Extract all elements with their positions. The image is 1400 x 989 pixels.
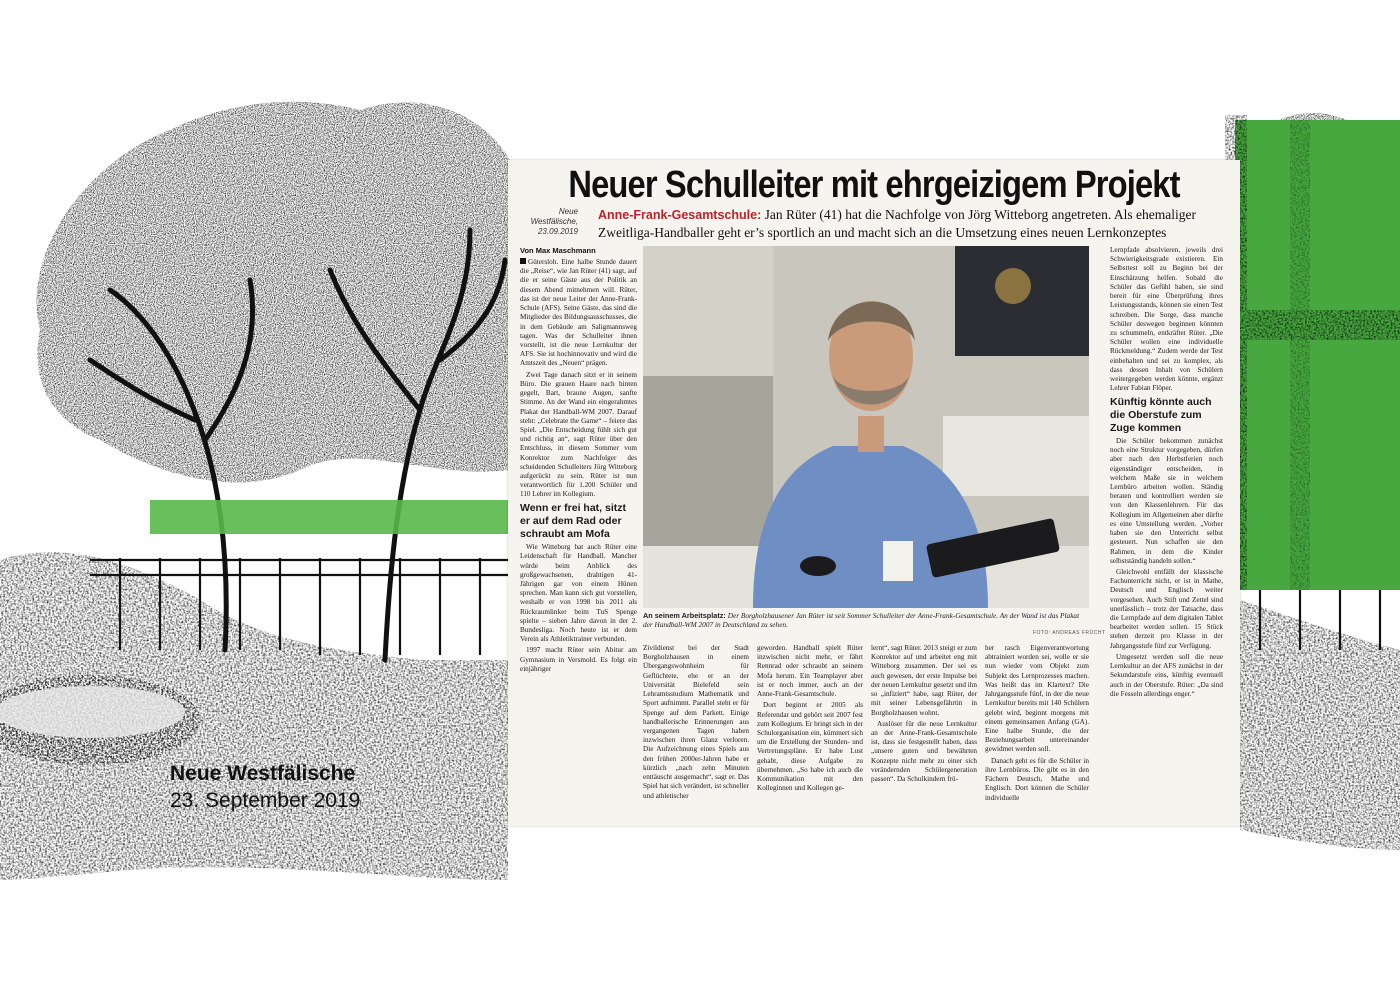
green-strip-left xyxy=(150,500,510,534)
article-headline: Neuer Schulleiter mit ehrgeizigem Projekt xyxy=(568,164,1180,206)
source-caption xyxy=(170,760,360,815)
article-kicker xyxy=(598,206,1228,241)
publication-date: 23. September 2019 xyxy=(170,789,361,813)
paragraph: Lernpfade absolvieren, jeweils drei Schwierigkeitsgrade existieren. Ein Selbsttest soll zu Beginn bei der Einschätzung helfen. Sobald die Schüler das Gefühl haben, sie sind bereit für eine Überprüfung ihres Leistungsstands, können sie einen Test schreiben. Die Sorge, dass manche Schüler deswegen beginnen könnten zu schummeln, entkräftet Rüter. „Die Schüler wollen eine individuelle Rückmeldung.“ Zudem werde der Test einbehalten und sei zu komplex, als dass dessen Inhalt von Schülern weitergegeben werden könnte, ergänzt Lehrer Fabian Flöper. xyxy=(1110,246,1223,393)
article-column-2 xyxy=(643,644,749,803)
article-column-6 xyxy=(1110,246,1223,701)
subheading-2: Künftig könnte auch die Oberstufe zum Zuge kommen xyxy=(1110,395,1212,434)
photo-caption xyxy=(643,611,1089,630)
paragraph: Gütersloh. Eine halbe Stunde dauert die „Reise“, wie Jan Rüter (41) sagt, auf die er seine Gäste aus der Politik an diesem Abend mitnehmen will. Rüter, das ist der neue Leiter der Anne-Frank-Schule (AFS). Seine Gäste, das sind die Mitglieder des Bildungsausschusses, die in dem Gebäude am Saligmannsweg tagen. Was der Schulleiter ihnen vorstellt, ist die neue Lernkultur der AFS. Sie ist hochinnovativ und wird die Amtszeit des „Neuen“ prägen. xyxy=(520,258,637,368)
tree-foliage-left xyxy=(37,102,510,483)
paragraph: geworden. Handball spielt Rüter inzwischen nicht mehr, er fährt Rennrad oder schraubt an seinem Mofa herum. Ein Teamplayer aber ist er noch immer, auch an der Anne-Frank-Gesamtschule. xyxy=(757,644,863,699)
mouse xyxy=(800,556,836,576)
newspaper-clipping xyxy=(508,160,1240,826)
article-column-4 xyxy=(871,644,977,786)
kicker-topic: Anne-Frank-Gesamtschule: xyxy=(598,208,762,222)
newspaper-name: Neue Westfälische xyxy=(170,762,356,785)
paragraph: Zivildienst bei der Stadt Borgholzhausen in einem Übergangswohnheim für Geflüchtete, ehe er an der Universität Bielefeld sein Lehramtsstudium Mathematik und Sport aufnimmt. Parallel steht er für Spenge auf dem Parkett. Einige handballerische Erinnerungen aus vergangenen Tagen haben inzwischen ihren Glanz verloren. Die Aufzeichnung eines Spiels aus den frühen 2000er-Jahren habe er kürzlich „nach zehn Minuten enttäuscht ausgemacht“, sagt er. Das Spiel hat sich verändert, ist schneller und athletischer xyxy=(643,644,749,800)
paragraph: Wie Witteborg hat auch Rüter eine Leidenschaft für Handball. Mancher würde beim Anblick des großgewachsenen, drahtigen 41-Jährigen gar von einem Hünen sprechen. Man kann sich gut vorstellen, weshalb er von 1998 bis 2011 als Rückraumlinker beim TuS Spenge spielte – sieben Jahre davon in der 2. Bundesliga. Noch heute ist er dem Verein als Athletiktrainer verbunden. xyxy=(520,543,637,644)
subheading-1: Wenn er frei hat, sitzt er auf dem Rad oder schraubt am Mofa xyxy=(520,501,626,540)
ground-shrubs-right xyxy=(1240,600,1400,850)
green-building-right xyxy=(1235,120,1400,590)
paragraph: lernt“, sagt Rüter. 2013 steigt er zum Konrektor auf und arbeitet eng mit Witteborg zusammen. Der sei es auch gewesen, der erste Impulse bei der neuen Lernkultur gesetzt und ihn so „infiziert“ habe, sagt Rüter, der mit seiner Lebensgefährtin in Borgholzhausen wohnt. xyxy=(871,644,977,717)
photo-caption-label: An seinem Arbeitsplatz: xyxy=(643,611,726,620)
kicker-text: Jan Rüter (41) hat die Nachfolge von Jörg Witteborg angetreten. Als ehemaliger Zweitliga-Handballer geht er’s sportlich an und macht sich an die Umsetzung eines neuen Lernkonzeptes xyxy=(598,207,1196,240)
byline: Von Max Maschmann xyxy=(520,246,596,255)
article-column-5 xyxy=(985,644,1089,805)
paragraph: her rasch Eigenverantwortung abtrainiert worden sei, wolle er sie nun wieder vom Objekt zum Subjekt des Lernprozesses machen. Was heißt das im Klartext? Die Jahrgangsstufe fünf, in der die neue Lernkultur bereits mit 140 Schülern gelebt wird, beginnt morgens mit einem gemeinsamen Anfang (GA). Eine halbe Stunde, die der Beziehungsarbeit untereinander gewidmet werden soll. xyxy=(985,644,1089,754)
paragraph: Zwei Tage danach sitzt er in seinem Büro. Die grauen Haare nach hinten gegelt, Bart, braune Augen, sanfte Stimme. An der Wand ein eingerahmtes Plakat der Handball-WM 2007. Darauf steht: „Celebrate the Game“ – feiere das Spiel. „Die Entscheidung fühlt sich gut und richtig an“, sagt Rüter über den Entschluss, in diesem Sommer vom Konrektor zum Nachfolger des scheidenden Schulleiters Jörg Witteborg aufgerückt zu sein. Rüter ist nun verantwortlich für 1.200 Schüler und 110 Lehrer im Kollegium. xyxy=(520,370,637,499)
photo-credit: FOTO: ANDREAS FRÜCHT xyxy=(1033,630,1106,636)
article-photo xyxy=(643,246,1089,608)
article-column-1 xyxy=(520,258,637,676)
paragraph: Auslöser für die neue Lernkultur an der Anne-Frank-Gesamtschule ist, dass sie festgestellt haben, dass „unsere guten und bewährten Konzepte nicht mehr zu einer sich verändernden Schülergeneration passen“. Da Schulkindern frü- xyxy=(871,719,977,784)
article-dateline: Neue Westfälische, 23.09.2019 xyxy=(530,207,578,236)
paragraph: Umgesetzt werden soll die neue Lernkultur an der AFS zunächst in der Sekundarstufe eins, künftig eventuell auch in der Oberstufe. Rüter: „Da sind die Fesseln allerdings enger.“ xyxy=(1110,652,1223,698)
paragraph: 1997 macht Rüter sein Abitur am Gymnasium in Versmold. Es folgt ein einjähriger xyxy=(520,646,637,673)
article-column-3 xyxy=(757,644,863,796)
paragraph: Danach geht es für die Schüler in ihre Lernbüros. Die gibt es in den Fächern Deutsch, Mathe und Englisch. Dort können die Schüler individuelle xyxy=(985,756,1089,802)
photo-caption-text: Der Borgholzhausener Jan Rüter ist seit Sommer Schulleiter der Anne-Frank-Gesamtschule. An der Wand ist das Plakat der Handball-WM 2007 in Deutschland zu sehen. xyxy=(643,611,1080,630)
paragraph: Dort beginnt er 2005 als Referendar und gehört seit 2007 fest zum Kollegium. Er bringt sich in der Schulorganisation ein, kümmert sich um die Erstellung der Stunden- und Vertretungspläne. Er habe Lust gehabt, diese Aufgabe zu übernehmen. „So habe ich auch die Kommunikation mit den Kolleginnen und Kollegen ge- xyxy=(757,701,863,793)
paragraph: Die Schüler bekommen zunächst noch eine Struktur vorgegeben, dürfen aber nach den Herbstferien noch eigenständiger entscheiden, in welchem Maße sie in welchem Lernbüro arbeiten wollen. Ständig beraten und kontrolliert werden sie von den Klassenlehrern. Für das Kollegium im Allgemeinen aber dürfte es eine Umstellung werden. „Vorher haben sie den Unterricht selbst gesteuert. Nun schaffen sie den Rahmen, in dem die Kinder selbstständig handeln sollen.“ xyxy=(1110,436,1223,565)
paragraph: Gleichwohl entfällt der klassische Fachunterricht nicht, er ist in Mathe, Deutsch und Englisch weiter vorgesehen. Auch Stift und Zettel sind unerlässlich – trotz der Tatsache, dass die Lernpfade auf dem digitalen Tablet bearbeitet werden sollen. 15 Stück stehen derzeit pro Klasse in der Jahrgangsstufe fünf zur Verfügung. xyxy=(1110,567,1223,650)
